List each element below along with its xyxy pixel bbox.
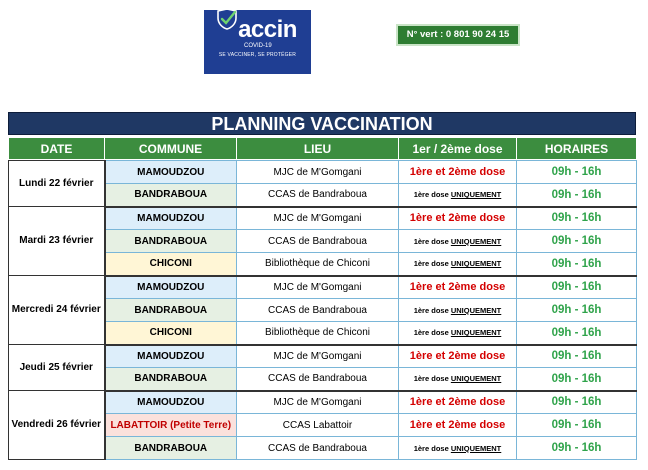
dose-cell <box>399 437 517 460</box>
hours-cell: 09h - 16h <box>517 414 637 437</box>
hours-cell: 09h - 16h <box>517 230 637 253</box>
dose-cell: 1ère et 2ème dose <box>399 161 517 184</box>
lieu-cell: CCAS de Bandraboua <box>237 230 399 253</box>
lieu-cell: CCAS de Bandraboua <box>237 368 399 391</box>
dose-cell <box>399 368 517 391</box>
column-header-horaires: HORAIRES <box>517 138 637 160</box>
dose-emphasis: UNIQUEMENT <box>450 443 502 453</box>
date-cell: Mercredi 24 février <box>9 276 105 345</box>
lieu-cell: Bibliothèque de Chiconi <box>237 253 399 276</box>
commune-cell: BANDRABOUA <box>105 437 237 460</box>
logo-brand-text: accin <box>238 16 297 43</box>
dose-emphasis: UNIQUEMENT <box>450 190 502 200</box>
dose-cell <box>399 230 517 253</box>
column-header-commune: COMMUNE <box>105 138 237 160</box>
hours-cell: 09h - 16h <box>517 184 637 207</box>
dose-prefix: 1ère dose <box>413 190 449 200</box>
lieu-cell: CCAS de Bandraboua <box>237 184 399 207</box>
dose-emphasis: UNIQUEMENT <box>450 328 502 338</box>
hours-cell: 09h - 16h <box>517 276 637 299</box>
commune-cell: CHICONI <box>105 322 237 345</box>
column-header-lieu: LIEU <box>237 138 399 160</box>
commune-cell: MAMOUDZOU <box>105 345 237 368</box>
lieu-cell: MJC de M'Gomgani <box>237 345 399 368</box>
dose-prefix: 1ère dose <box>413 259 449 269</box>
table-row <box>9 161 637 184</box>
dose-cell: 1ère et 2ème dose <box>399 207 517 230</box>
hotline-badge: N° vert : 0 801 90 24 15 <box>396 24 520 46</box>
dose-cell <box>399 184 517 207</box>
commune-cell: BANDRABOUA <box>105 368 237 391</box>
commune-cell: LABATTOIR (Petite Terre) <box>105 414 237 437</box>
lieu-cell: MJC de M'Gomgani <box>237 391 399 414</box>
commune-cell: MAMOUDZOU <box>105 276 237 299</box>
hours-cell: 09h - 16h <box>517 437 637 460</box>
dose-emphasis: UNIQUEMENT <box>450 305 502 315</box>
date-cell: Lundi 22 février <box>9 161 105 207</box>
table-row <box>9 276 637 299</box>
column-header-dose: 1er / 2ème dose <box>399 138 517 160</box>
hours-cell: 09h - 16h <box>517 253 637 276</box>
hours-cell: 09h - 16h <box>517 345 637 368</box>
lieu-cell: MJC de M'Gomgani <box>237 276 399 299</box>
lieu-cell: MJC de M'Gomgani <box>237 207 399 230</box>
date-cell: Mardi 23 février <box>9 207 105 276</box>
dose-cell <box>399 299 517 322</box>
dose-cell <box>399 322 517 345</box>
table-row <box>9 345 637 368</box>
logo-tagline: SE VACCINER, SE PROTÉGER <box>218 52 297 58</box>
commune-cell: MAMOUDZOU <box>105 207 237 230</box>
lieu-cell: Bibliothèque de Chiconi <box>237 322 399 345</box>
commune-cell: BANDRABOUA <box>105 230 237 253</box>
dose-prefix: 1ère dose <box>413 305 449 315</box>
dose-emphasis: UNIQUEMENT <box>450 236 502 246</box>
logo-covid-text: COVID-19 <box>244 43 272 49</box>
table-header-row <box>9 138 637 160</box>
commune-cell: BANDRABOUA <box>105 299 237 322</box>
dose-cell: 1ère et 2ème dose <box>399 414 517 437</box>
dose-cell: 1ère et 2ème dose <box>399 391 517 414</box>
lieu-cell: CCAS de Bandraboua <box>237 299 399 322</box>
dose-prefix: 1ère dose <box>413 328 449 338</box>
schedule-table <box>8 137 637 460</box>
hours-cell: 09h - 16h <box>517 207 637 230</box>
lieu-cell: CCAS de Bandraboua <box>237 437 399 460</box>
lieu-cell: MJC de M'Gomgani <box>237 161 399 184</box>
table-row <box>9 391 637 414</box>
dose-prefix: 1ère dose <box>413 374 449 384</box>
dose-cell <box>399 253 517 276</box>
date-cell: Vendredi 26 février <box>9 391 105 460</box>
dose-emphasis: UNIQUEMENT <box>450 259 502 269</box>
commune-cell: MAMOUDZOU <box>105 391 237 414</box>
dose-cell: 1ère et 2ème dose <box>399 345 517 368</box>
commune-cell: CHICONI <box>105 253 237 276</box>
dose-prefix: 1ère dose <box>413 236 449 246</box>
lieu-cell: CCAS Labattoir <box>237 414 399 437</box>
commune-cell: BANDRABOUA <box>105 184 237 207</box>
dose-emphasis: UNIQUEMENT <box>450 374 502 384</box>
date-cell: Jeudi 25 février <box>9 345 105 391</box>
dose-prefix: 1ère dose <box>413 443 449 453</box>
dose-cell: 1ère et 2ème dose <box>399 276 517 299</box>
hours-cell: 09h - 16h <box>517 299 637 322</box>
vaccin-logo <box>204 10 311 74</box>
commune-cell: MAMOUDZOU <box>105 161 237 184</box>
hours-cell: 09h - 16h <box>517 322 637 345</box>
hours-cell: 09h - 16h <box>517 368 637 391</box>
hours-cell: 09h - 16h <box>517 391 637 414</box>
hours-cell: 09h - 16h <box>517 161 637 184</box>
table-row <box>9 207 637 230</box>
page-title: PLANNING VACCINATION <box>8 112 636 135</box>
column-header-date: DATE <box>9 138 105 160</box>
